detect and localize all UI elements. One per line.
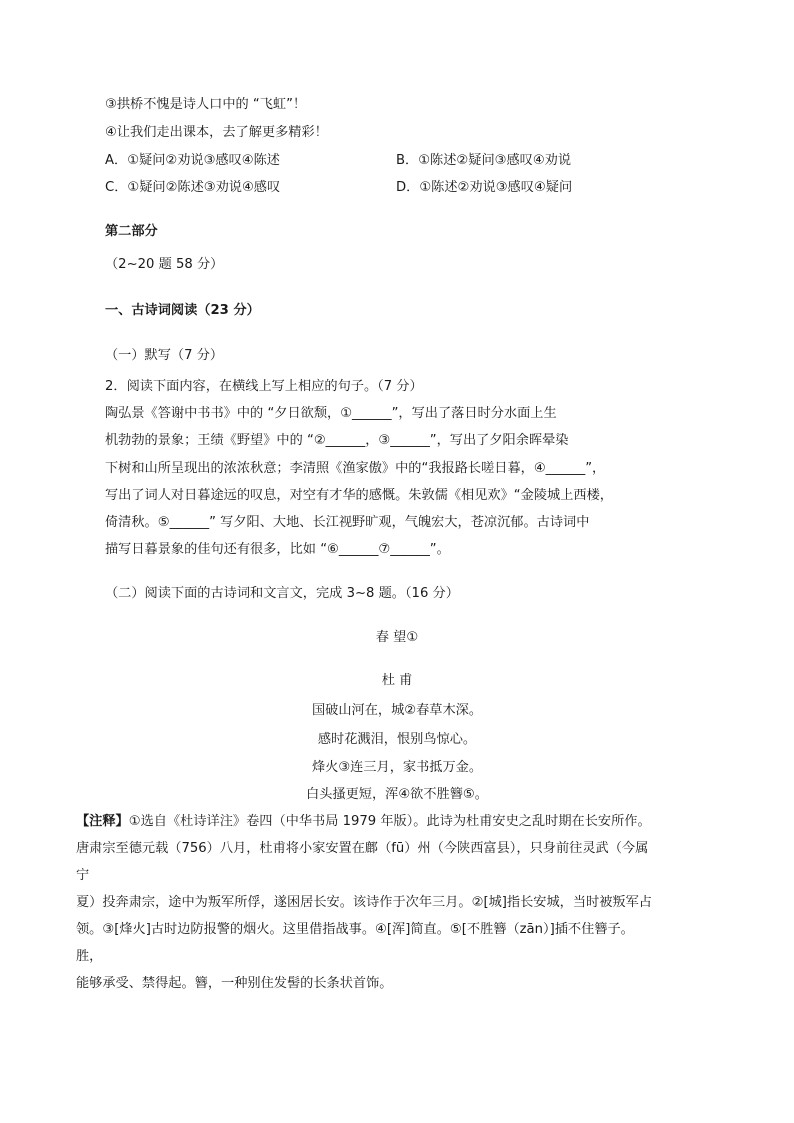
question-item-4: ④让我们走出课本，去了解更多精彩！	[105, 125, 328, 140]
notes-line: 唐肃宗至德元载（756）八月，杜甫将小家安置在鄜（fū）州（今陕西富县），只身前往灵武（今属	[76, 841, 649, 856]
q2-line: 机勃勃的景象；王绩《野望》中的 “②______，③______”，写出了夕阳余晖晕染	[105, 433, 569, 448]
poem-line: 感时花溅泪，恨别鸟惊心。	[317, 732, 477, 747]
option-a: A．①疑问②劝说③感叹④陈述	[105, 153, 280, 168]
notes-line: 宁	[76, 868, 90, 883]
q2-line: 描写日暮景象的佳句还有很多，比如 “⑥______⑦______”。	[105, 542, 450, 557]
section1-sub1: （一）默写（7 分）	[105, 348, 224, 363]
poem-line: 烽火③连三月，家书抵万金。	[311, 760, 483, 775]
option-b: B．①陈述②疑问③感叹④劝说	[396, 153, 572, 168]
notes-line	[76, 813, 651, 831]
notes-text: ①选自《杜诗详注》卷四（中华书局 1979 年版）。此诗为杜甫安史之乱时期在长安所作。	[128, 814, 651, 829]
section1-heading: 一、古诗词阅读（23 分）	[105, 303, 260, 318]
q2-line: 下树和山所呈现出的浓浓秋意；李清照《渔家傲》中的“我报路长嗟日暮，④______”，	[105, 461, 606, 476]
q2-line: 写出了词人对日暮途远的叹息，对空有才华的感慨。朱敦儒《相见欢》“金陵城上西楼，	[105, 488, 613, 503]
option-d: D．①陈述②劝说③感叹④疑问	[396, 180, 573, 195]
notes-line: 胜，	[76, 949, 103, 964]
poem-title: 春 望①	[375, 630, 419, 645]
section1-sub2: （二）阅读下面的古诗词和文言文，完成 3~8 题。（16 分）	[105, 586, 459, 601]
poem-line: 白头搔更短，浑④欲不胜簪⑤。	[306, 787, 488, 802]
question-item-3: ③拱桥不愧是诗人口中的 “飞虹”！	[105, 97, 307, 112]
part2-subheading: （2~20 题 58 分）	[105, 257, 224, 272]
poem-line: 国破山河在，城②春草木深。	[311, 703, 483, 718]
notes-label: 【注释】	[76, 814, 129, 829]
q2-line: 陶弘景《答谢中书书》中的 “夕日欲颓，①______”，写出了落日时分水面上生	[105, 406, 557, 421]
q2-line: 倚清秋。⑤______” 写夕阳、大地、长江视野旷观，气魄宏大，苍凉沉郁。古诗词中	[105, 515, 590, 530]
part2-heading: 第二部分	[105, 224, 158, 239]
notes-line: 能够承受、禁得起。簪，一种别住发髻的长条状首饰。	[76, 976, 393, 991]
q2-prompt: 2．阅读下面内容，在横线上写上相应的句子。（7 分）	[105, 379, 423, 394]
notes-line: 夏）投奔肃宗，途中为叛军所俘，遂困居长安。该诗作于次年三月。②[城]指长安城，当时被叛军占	[76, 895, 652, 910]
poem-author: 杜 甫	[381, 673, 413, 688]
option-c: C．①疑问②陈述③劝说④感叹	[105, 180, 281, 195]
notes-line: 领。③[烽火]古时边防报警的烟火。这里借指战事。④[浑]简直。⑤[不胜簪（zān）]插不住簪子。	[76, 922, 634, 937]
